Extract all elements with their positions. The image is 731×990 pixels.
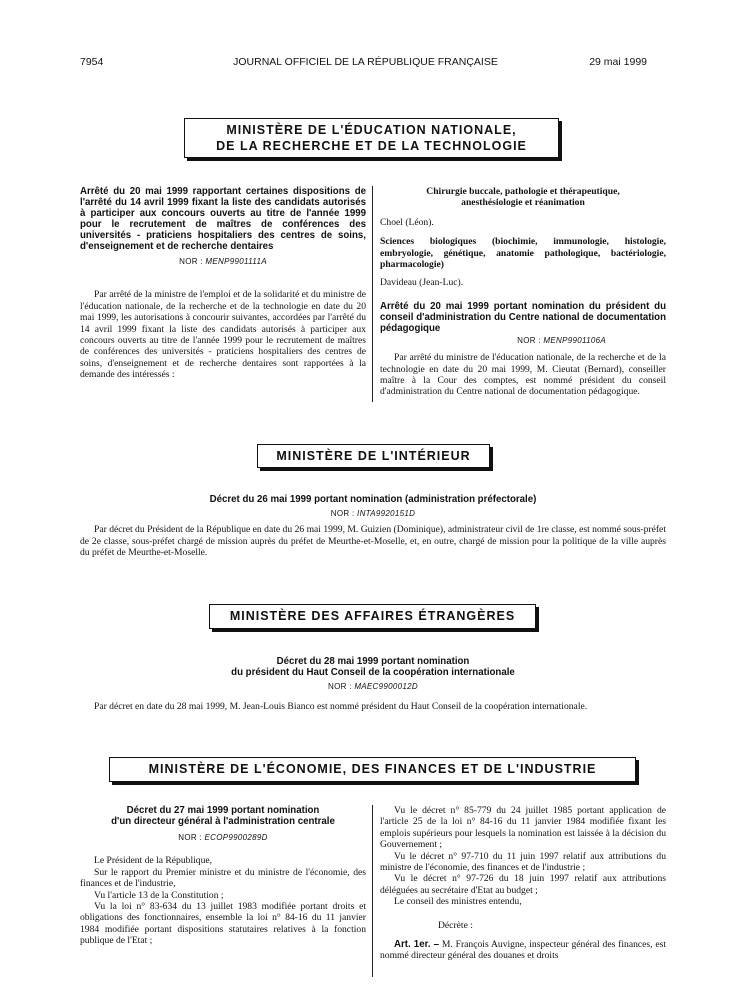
section-chirurgie: Chirurgie buccale, pathologie et thérapeutique, anesthésiologie et réanimation — [426, 186, 620, 209]
column-divider — [372, 186, 373, 402]
decret-3-title-line1: Décret du 27 mai 1999 portant nomination — [126, 805, 320, 816]
decret-3-left — [80, 805, 366, 947]
visa-paragraph: Vu le décret n° 85-779 du 24 juillet 1985 portant application de l'article 25 de la loi n° 84-16 du 11 janvier 1984 modifiée fixant les emplois supérieurs pour lesquels la nomination est laissée à la décision du Gouvernement ; — [380, 805, 666, 851]
decret-2 — [80, 656, 666, 713]
decret-1 — [80, 494, 666, 559]
nor-code: MENP9901111A — [205, 257, 267, 266]
right-column — [380, 186, 666, 398]
nor-label: NOR : — [328, 682, 352, 691]
nor-label: NOR : — [517, 335, 541, 345]
arrete-2-body: Par arrêté du ministre de l'éducation nationale, de la recherche et de la technologie en date du 20 mai 1999, M. Cieutat (Bernard), conseiller maître à la Cour des comptes, est nommé président du conseil d'administration du Centre national de documentation pédagogique. — [380, 352, 666, 398]
visa-paragraph: Vu le décret n° 97-710 du 11 juin 1997 relatif aux attributions du ministre de l'économie, des finances et de l'industrie ; — [380, 850, 666, 874]
nor-label: NOR : — [178, 833, 202, 842]
ministry-title: MINISTÈRE DES AFFAIRES ÉTRANGÈRES — [229, 609, 516, 623]
decret-2-nor — [80, 681, 666, 692]
nor-code: ECOP9900289D — [204, 833, 268, 842]
decret-3-title-line2: d'un directeur général à l'administration centrale — [111, 816, 335, 827]
ministry-education-box — [184, 118, 559, 158]
article-1 — [380, 939, 666, 962]
decrete: Décrète : — [438, 919, 473, 931]
visa-paragraph: Vu le décret n° 97-726 du 18 juin 1997 relatif aux attributions déléguées au secrétaire d'Etat au budget ; — [380, 873, 666, 896]
visa-paragraph: Vu la loi n° 83-634 du 13 juillet 1983 modifiée portant droits et obligations des fonctionnaires, ensemble la loi n° 84-16 du 11 janvier 1984 modifiée portant dispositions statutaires relatives à la fonction publique de l'Etat ; — [80, 901, 366, 947]
article-1-label: Art. 1er. – — [394, 939, 440, 951]
nor-code: MENP9901106A — [543, 335, 606, 345]
section-sciences: Sciences biologiques (biochimie, immunologie, histologie, embryologie, génétique, anatomie pathologique, bactériologie, pharmacologie) — [380, 236, 666, 271]
decret-3-nor — [80, 832, 366, 843]
arrete-2-title: Arrêté du 20 mai 1999 portant nomination du président du conseil d'administration du Centre national de documentation pédagogique — [380, 300, 666, 334]
decret-1-title: Décret du 26 mai 1999 portant nomination (administration préfectorale) — [209, 494, 537, 505]
decret-1-nor — [80, 508, 666, 519]
visa-paragraph: Le conseil des ministres entendu, — [394, 896, 522, 908]
page-number: 7954 — [80, 56, 104, 68]
nor-label: NOR : — [179, 257, 203, 266]
ministry-economy-box — [109, 757, 636, 782]
journal-title: JOURNAL OFFICIEL DE LA RÉPUBLIQUE FRANÇAISE — [233, 56, 498, 68]
ministry-interior-box — [257, 444, 490, 468]
ministry-title-line2: DE LA RECHERCHE ET DE LA TECHNOLOGIE — [216, 139, 527, 153]
arrete-1-title: Arrêté du 20 mai 1999 rapportant certaines dispositions de l'arrêté du 14 avril 1999 fixant la liste des candidats autorisés à participer aux concours ouverts au titre de l'année 1999 pour le recrutement de maîtres de conférences des universités - praticiens hospitaliers des centres de soins, d'enseignement et de recherche dentaires — [80, 186, 366, 252]
issue-date: 29 mai 1999 — [589, 56, 647, 68]
decret-1-body: Par décret du Président de la République en date du 26 mai 1999, M. Guizien (Dominique), administrateur civil de 1re classe, est nommé sous-préfet de 2e classe, sous-préfet chargé de mission auprès du préfet de Meurthe-et-Moselle, et, en outre, chargé de mission pour la politique de la ville auprès du préfet de Meurthe-et-Moselle. — [80, 524, 666, 559]
nor-code: INTA9920151D — [357, 509, 416, 518]
ministry-title: MINISTÈRE DE L'ÉCONOMIE, DES FINANCES ET DE L'INDUSTRIE — [148, 762, 597, 776]
column-divider — [372, 805, 373, 977]
visa-paragraph: Vu l'article 13 de la Constitution ; — [94, 889, 224, 901]
arrete-2-nor — [380, 335, 666, 346]
ministry-foreign-affairs-box — [209, 604, 536, 629]
ministry-title: MINISTÈRE DE L'INTÉRIEUR — [276, 449, 471, 463]
visa-paragraph: Sur le rapport du Premier ministre et du ministre de l'économie, des finances et de l'industrie, — [80, 866, 366, 890]
decret-2-body: Par décret en date du 28 mai 1999, M. Jean-Louis Bianco est nommé président du Haut Conseil de la coopération internationale. — [94, 701, 588, 713]
arrete-1-nor — [80, 256, 366, 267]
ministry-title-line1: MINISTÈRE DE L'ÉDUCATION NATIONALE, — [226, 123, 517, 137]
arrete-1 — [80, 186, 366, 381]
decret-3-right — [380, 805, 666, 962]
decret-2-title-line1: Décret du 28 mai 1999 portant nomination — [276, 656, 470, 667]
nor-code: MAEC9900012D — [354, 682, 418, 691]
name-choel: Choel (Léon). — [380, 216, 434, 228]
name-davideau: Davideau (Jean-Luc). — [380, 277, 464, 289]
decret-2-title-line2: du président du Haut Conseil de la coopération internationale — [231, 667, 515, 678]
nor-label: NOR : — [330, 509, 355, 518]
arrete-1-body: Par arrêté de la ministre de l'emploi et de la solidarité et du ministre de l'éducation nationale, de la recherche et de la technologie en date du 20 mai 1999, les autorisations à concourir suivantes, accordées par l'arrêté du 14 avril 1999 fixant la liste des candidats autorisés à participer aux concours ouverts au titre de l'année 1999 pour le recrutement de maîtres de conférences des universités - praticiens hospitaliers des centres de soins, d'enseignement et de recherche dentaires sont rapportées à la demande des intéressés : — [80, 289, 366, 381]
visa-paragraph: Le Président de la République, — [94, 855, 213, 867]
article-1-text: M. François Auvigne, inspecteur général des finances, est nommé directeur général des douanes et droits — [380, 939, 667, 962]
